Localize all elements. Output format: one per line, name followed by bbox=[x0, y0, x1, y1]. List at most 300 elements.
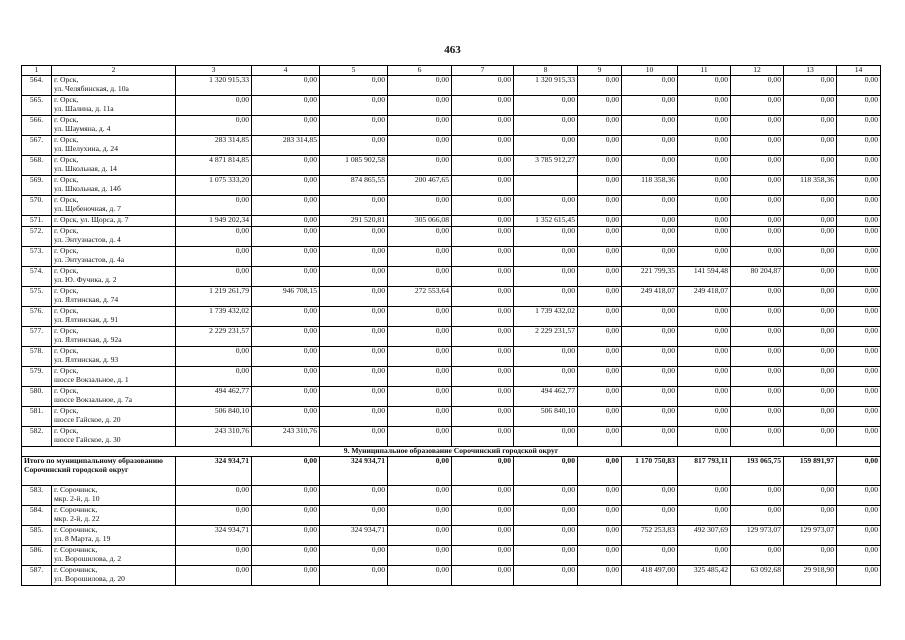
amount-cell: 1 320 915,33 bbox=[514, 76, 578, 96]
amount-cell: 0,00 bbox=[252, 407, 320, 427]
amount-cell: 0,00 bbox=[678, 307, 731, 327]
table-row bbox=[22, 387, 881, 407]
amount-cell: 0,00 bbox=[252, 566, 320, 586]
address-cell bbox=[52, 327, 176, 347]
row-number: 584. bbox=[22, 506, 52, 526]
amount-cell: 0,00 bbox=[514, 506, 578, 526]
amount-cell: 0,00 bbox=[252, 506, 320, 526]
amount-cell: 0,00 bbox=[452, 427, 514, 447]
table-row bbox=[22, 327, 881, 347]
amount-cell: 506 840,10 bbox=[176, 407, 252, 427]
address-city: г. Орск, bbox=[54, 175, 79, 184]
amount-cell: 0,00 bbox=[452, 407, 514, 427]
amount-cell: 0,00 bbox=[731, 407, 784, 427]
address-city: г. Орск, bbox=[54, 346, 79, 355]
amount-cell: 0,00 bbox=[452, 486, 514, 506]
amount-cell: 0,00 bbox=[837, 267, 881, 287]
amount-cell: 0,00 bbox=[176, 267, 252, 287]
row-number: 573. bbox=[22, 247, 52, 267]
amount-cell: 1 075 333,20 bbox=[176, 176, 252, 196]
amount-cell: 0,00 bbox=[678, 367, 731, 387]
amount-cell: 0,00 bbox=[388, 327, 452, 347]
address-city: г. Орск, bbox=[54, 246, 79, 255]
section-title: 9. Муниципальное образование Сорочинский городской округ bbox=[22, 447, 881, 457]
amount-cell: 0,00 bbox=[784, 156, 837, 176]
amount-cell: 0,00 bbox=[622, 76, 678, 96]
amount-cell: 0,00 bbox=[837, 287, 881, 307]
amount-cell: 492 307,69 bbox=[678, 526, 731, 546]
amount-cell: 0,00 bbox=[320, 116, 388, 136]
amount-cell: 1 085 902,58 bbox=[320, 156, 388, 176]
amount-cell: 0,00 bbox=[320, 287, 388, 307]
amount-cell: 0,00 bbox=[784, 76, 837, 96]
row-number: 576. bbox=[22, 307, 52, 327]
table-row bbox=[22, 216, 881, 227]
amount-cell: 0,00 bbox=[784, 136, 837, 156]
amount-cell: 0,00 bbox=[252, 76, 320, 96]
address-city: г. Орск, bbox=[54, 406, 79, 415]
amount-cell: 0,00 bbox=[514, 546, 578, 566]
amount-cell: 0,00 bbox=[731, 506, 784, 526]
amount-cell: 0,00 bbox=[837, 407, 881, 427]
address-street: мкр. 2-й, д. 22 bbox=[54, 513, 100, 523]
address-street: шоссе Вокзальное, д. 1 bbox=[54, 374, 129, 384]
amount-cell: 0,00 bbox=[514, 526, 578, 546]
amount-cell: 0,00 bbox=[837, 546, 881, 566]
amount-cell: 0,00 bbox=[837, 367, 881, 387]
amount-cell: 0,00 bbox=[578, 526, 622, 546]
amount-cell: 0,00 bbox=[622, 247, 678, 267]
amount-cell: 129 973,07 bbox=[784, 526, 837, 546]
amount-cell: 0,00 bbox=[784, 96, 837, 116]
amount-cell: 0,00 bbox=[622, 367, 678, 387]
amount-cell: 0,00 bbox=[514, 227, 578, 247]
column-number: 5 bbox=[320, 66, 388, 76]
amount-cell: 0,00 bbox=[731, 367, 784, 387]
address-city: г. Сорочинск, bbox=[54, 485, 98, 494]
amount-cell: 0,00 bbox=[388, 116, 452, 136]
amount-cell: 0,00 bbox=[452, 176, 514, 196]
amount-cell: 0,00 bbox=[837, 156, 881, 176]
amount-cell: 0,00 bbox=[388, 367, 452, 387]
amount-cell: 0,00 bbox=[578, 427, 622, 447]
amount-cell: 0,00 bbox=[452, 367, 514, 387]
amount-cell: 0,00 bbox=[176, 96, 252, 116]
amount-cell: 3 785 912,27 bbox=[514, 156, 578, 176]
amount-cell: 0,00 bbox=[678, 216, 731, 227]
amount-cell: 0,00 bbox=[578, 566, 622, 586]
amount-cell: 0,00 bbox=[388, 546, 452, 566]
column-number: 2 bbox=[52, 66, 176, 76]
amount-cell: 0,00 bbox=[837, 176, 881, 196]
amount-cell: 0,00 bbox=[731, 347, 784, 367]
amount-cell: 0,00 bbox=[388, 427, 452, 447]
address-city: г. Орск, bbox=[54, 386, 79, 395]
amount-cell: 0,00 bbox=[578, 506, 622, 526]
table-row bbox=[22, 407, 881, 427]
row-number: 571. bbox=[22, 216, 52, 227]
amount-cell: 324 934,71 bbox=[176, 526, 252, 546]
amount-cell: 0,00 bbox=[837, 227, 881, 247]
address-cell bbox=[52, 526, 176, 546]
amount-cell: 29 918,90 bbox=[784, 566, 837, 586]
amount-cell: 0,00 bbox=[514, 247, 578, 267]
total-label: Итого по муниципальному образованию Сорочинский городской округ bbox=[22, 457, 176, 486]
amount-cell: 0,00 bbox=[578, 287, 622, 307]
amount-cell: 0,00 bbox=[578, 227, 622, 247]
amount-cell: 0,00 bbox=[252, 227, 320, 247]
table-row bbox=[22, 506, 881, 526]
total-amount-cell: 324 934,71 bbox=[320, 457, 388, 486]
amount-cell: 0,00 bbox=[578, 156, 622, 176]
amount-cell: 0,00 bbox=[452, 96, 514, 116]
amount-cell: 0,00 bbox=[784, 247, 837, 267]
address-city: г. Орск, bbox=[54, 115, 79, 124]
column-number: 7 bbox=[452, 66, 514, 76]
amount-cell: 0,00 bbox=[837, 247, 881, 267]
table-row bbox=[22, 526, 881, 546]
address-city: г. Орск, bbox=[54, 155, 79, 164]
amount-cell: 0,00 bbox=[784, 486, 837, 506]
amount-cell: 0,00 bbox=[320, 247, 388, 267]
amount-cell: 0,00 bbox=[678, 116, 731, 136]
column-number: 3 bbox=[176, 66, 252, 76]
amount-cell: 0,00 bbox=[578, 267, 622, 287]
amount-cell: 0,00 bbox=[320, 486, 388, 506]
amount-cell: 0,00 bbox=[452, 506, 514, 526]
amount-cell: 1 352 615,45 bbox=[514, 216, 578, 227]
address-street: ул. Ворошилова, д. 20 bbox=[54, 573, 125, 583]
amount-cell: 0,00 bbox=[252, 367, 320, 387]
amount-cell: 0,00 bbox=[452, 76, 514, 96]
total-amount-cell: 0,00 bbox=[452, 457, 514, 486]
amount-cell: 0,00 bbox=[388, 267, 452, 287]
row-number: 585. bbox=[22, 526, 52, 546]
column-number: 13 bbox=[784, 66, 837, 76]
address-cell bbox=[52, 347, 176, 367]
amount-cell: 0,00 bbox=[252, 267, 320, 287]
amount-cell: 0,00 bbox=[320, 96, 388, 116]
amount-cell: 0,00 bbox=[784, 216, 837, 227]
row-number: 564. bbox=[22, 76, 52, 96]
amount-cell: 0,00 bbox=[678, 427, 731, 447]
amount-cell: 0,00 bbox=[514, 96, 578, 116]
total-row bbox=[22, 457, 881, 486]
amount-cell: 0,00 bbox=[578, 247, 622, 267]
amount-cell: 118 358,36 bbox=[784, 176, 837, 196]
table-row bbox=[22, 367, 881, 387]
total-amount-cell: 1 170 750,83 bbox=[622, 457, 678, 486]
amount-cell: 0,00 bbox=[731, 427, 784, 447]
amount-cell: 0,00 bbox=[320, 427, 388, 447]
amount-cell: 0,00 bbox=[622, 387, 678, 407]
amount-cell: 0,00 bbox=[578, 76, 622, 96]
amount-cell: 0,00 bbox=[731, 307, 784, 327]
amount-cell: 0,00 bbox=[252, 327, 320, 347]
amount-cell: 0,00 bbox=[388, 307, 452, 327]
row-number: 577. bbox=[22, 327, 52, 347]
row-number: 578. bbox=[22, 347, 52, 367]
amount-cell: 0,00 bbox=[320, 227, 388, 247]
amount-cell: 1 949 202,34 bbox=[176, 216, 252, 227]
amount-cell: 0,00 bbox=[514, 347, 578, 367]
address-cell bbox=[52, 506, 176, 526]
amount-cell: 0,00 bbox=[578, 486, 622, 506]
amount-cell: 0,00 bbox=[837, 427, 881, 447]
total-amount-cell: 0,00 bbox=[388, 457, 452, 486]
amount-cell: 1 739 432,02 bbox=[176, 307, 252, 327]
amount-cell: 0,00 bbox=[837, 136, 881, 156]
amount-cell: 0,00 bbox=[678, 196, 731, 216]
amount-cell: 0,00 bbox=[452, 156, 514, 176]
row-number: 580. bbox=[22, 387, 52, 407]
amount-cell: 0,00 bbox=[784, 347, 837, 367]
table-row bbox=[22, 136, 881, 156]
amount-cell: 0,00 bbox=[678, 546, 731, 566]
address-street: ул. Шаумяна, д. 4 bbox=[54, 123, 111, 133]
table-row bbox=[22, 427, 881, 447]
amount-cell: 0,00 bbox=[622, 486, 678, 506]
amount-cell: 0,00 bbox=[784, 196, 837, 216]
amount-cell: 0,00 bbox=[784, 506, 837, 526]
amount-cell: 0,00 bbox=[731, 216, 784, 227]
amount-cell: 0,00 bbox=[837, 506, 881, 526]
amount-cell: 0,00 bbox=[578, 176, 622, 196]
table-body bbox=[22, 66, 881, 586]
amount-cell: 0,00 bbox=[731, 96, 784, 116]
amount-cell: 0,00 bbox=[578, 116, 622, 136]
amount-cell: 0,00 bbox=[452, 136, 514, 156]
amount-cell: 249 418,07 bbox=[678, 287, 731, 307]
amount-cell: 0,00 bbox=[514, 367, 578, 387]
amount-cell: 0,00 bbox=[176, 367, 252, 387]
address-street: ул. 8 Марта, д. 19 bbox=[54, 533, 111, 543]
address-cell bbox=[52, 227, 176, 247]
address-street: ул. Шалина, д. 11а bbox=[54, 103, 114, 113]
amount-cell: 0,00 bbox=[320, 347, 388, 367]
amount-cell: 0,00 bbox=[578, 407, 622, 427]
amount-cell: 0,00 bbox=[837, 196, 881, 216]
amount-cell: 0,00 bbox=[320, 196, 388, 216]
address-street: ул. Челябинская, д. 10а bbox=[54, 83, 129, 93]
table-row bbox=[22, 227, 881, 247]
amount-cell: 0,00 bbox=[578, 327, 622, 347]
address-cell bbox=[52, 247, 176, 267]
address-street: ул. Шелухина, д. 24 bbox=[54, 143, 119, 153]
amount-cell: 0,00 bbox=[578, 546, 622, 566]
address-street: шоссе Вокзальное, д. 7а bbox=[54, 394, 133, 404]
amount-cell: 291 520,81 bbox=[320, 216, 388, 227]
address-cell bbox=[52, 76, 176, 96]
address-city: г. Орск, bbox=[54, 426, 79, 435]
address-street: ул. Ялтинская, д. 91 bbox=[54, 314, 119, 324]
row-number: 587. bbox=[22, 566, 52, 586]
row-number: 583. bbox=[22, 486, 52, 506]
amount-cell: 0,00 bbox=[452, 307, 514, 327]
amount-cell: 0,00 bbox=[622, 216, 678, 227]
amount-cell: 494 462,77 bbox=[514, 387, 578, 407]
amount-cell: 0,00 bbox=[731, 546, 784, 566]
total-amount-cell: 193 065,75 bbox=[731, 457, 784, 486]
amount-cell: 0,00 bbox=[784, 287, 837, 307]
amount-cell: 0,00 bbox=[837, 116, 881, 136]
amount-cell: 0,00 bbox=[176, 486, 252, 506]
amount-cell: 0,00 bbox=[731, 116, 784, 136]
amount-cell: 0,00 bbox=[388, 526, 452, 546]
address-cell bbox=[52, 267, 176, 287]
amount-cell: 0,00 bbox=[678, 247, 731, 267]
table-row bbox=[22, 546, 881, 566]
total-amount-cell: 159 891,97 bbox=[784, 457, 837, 486]
address-street: ул. Ю. Фучика, д. 2 bbox=[54, 274, 117, 284]
amount-cell: 0,00 bbox=[837, 486, 881, 506]
table-row bbox=[22, 486, 881, 506]
amount-cell: 305 066,08 bbox=[388, 216, 452, 227]
amount-cell: 0,00 bbox=[452, 526, 514, 546]
amount-cell: 0,00 bbox=[252, 156, 320, 176]
amount-cell: 1 320 915,33 bbox=[176, 76, 252, 96]
amount-cell: 0,00 bbox=[252, 546, 320, 566]
amount-cell: 0,00 bbox=[252, 176, 320, 196]
amount-cell: 0,00 bbox=[578, 216, 622, 227]
amount-cell: 324 934,71 bbox=[320, 526, 388, 546]
column-number: 1 bbox=[22, 66, 52, 76]
amount-cell: 0,00 bbox=[388, 506, 452, 526]
address-city: г. Орск, ул. Щорса, д. 7 bbox=[54, 215, 129, 224]
amount-cell: 0,00 bbox=[731, 76, 784, 96]
amount-cell: 0,00 bbox=[252, 526, 320, 546]
amount-cell: 0,00 bbox=[514, 136, 578, 156]
total-amount-cell: 0,00 bbox=[514, 457, 578, 486]
amount-cell: 0,00 bbox=[452, 116, 514, 136]
amount-cell: 0,00 bbox=[388, 247, 452, 267]
amount-cell: 0,00 bbox=[320, 267, 388, 287]
row-number: 579. bbox=[22, 367, 52, 387]
table-row bbox=[22, 116, 881, 136]
amount-cell: 0,00 bbox=[388, 96, 452, 116]
amount-cell: 249 418,07 bbox=[622, 287, 678, 307]
amount-cell: 418 497,00 bbox=[622, 566, 678, 586]
amount-cell: 0,00 bbox=[176, 546, 252, 566]
table-row bbox=[22, 287, 881, 307]
amount-cell: 1 739 432,02 bbox=[514, 307, 578, 327]
amount-cell: 0,00 bbox=[678, 176, 731, 196]
amount-cell: 0,00 bbox=[678, 387, 731, 407]
address-street: шоссе Гайское, д. 20 bbox=[54, 414, 121, 424]
amount-cell: 200 467,65 bbox=[388, 176, 452, 196]
column-number: 6 bbox=[388, 66, 452, 76]
amount-cell: 221 799,35 bbox=[622, 267, 678, 287]
amount-cell: 0,00 bbox=[622, 407, 678, 427]
address-cell bbox=[52, 486, 176, 506]
amount-cell: 0,00 bbox=[452, 387, 514, 407]
column-number: 14 bbox=[837, 66, 881, 76]
address-cell bbox=[52, 307, 176, 327]
amount-cell: 0,00 bbox=[176, 227, 252, 247]
column-number: 10 bbox=[622, 66, 678, 76]
amount-cell: 0,00 bbox=[320, 367, 388, 387]
amount-cell: 0,00 bbox=[514, 427, 578, 447]
amount-cell: 946 708,15 bbox=[252, 287, 320, 307]
address-city: г. Орск, bbox=[54, 135, 79, 144]
amount-cell: 0,00 bbox=[731, 327, 784, 347]
address-city: г. Орск, bbox=[54, 195, 79, 204]
amount-cell: 0,00 bbox=[678, 486, 731, 506]
address-city: г. Орск, bbox=[54, 75, 79, 84]
address-cell bbox=[52, 566, 176, 586]
amount-cell: 0,00 bbox=[837, 347, 881, 367]
amount-cell: 0,00 bbox=[252, 116, 320, 136]
amount-cell: 0,00 bbox=[452, 546, 514, 566]
amount-cell: 0,00 bbox=[784, 546, 837, 566]
amount-cell: 0,00 bbox=[784, 387, 837, 407]
amount-cell: 0,00 bbox=[452, 287, 514, 307]
amount-cell: 0,00 bbox=[837, 566, 881, 586]
amount-cell: 0,00 bbox=[837, 216, 881, 227]
amount-cell: 0,00 bbox=[514, 566, 578, 586]
address-street: ул. Ялтинская, д. 93 bbox=[54, 354, 119, 364]
total-amount-cell: 0,00 bbox=[252, 457, 320, 486]
amount-cell: 0,00 bbox=[731, 247, 784, 267]
row-number: 569. bbox=[22, 176, 52, 196]
column-number: 12 bbox=[731, 66, 784, 76]
amount-cell: 272 553,64 bbox=[388, 287, 452, 307]
address-street: ул. Школьная, д. 14 bbox=[54, 163, 117, 173]
amount-cell: 0,00 bbox=[678, 347, 731, 367]
address-cell bbox=[52, 156, 176, 176]
amount-cell: 0,00 bbox=[622, 307, 678, 327]
address-cell bbox=[52, 546, 176, 566]
address-street: ул. Ялтинская, д. 74 bbox=[54, 294, 119, 304]
column-number: 11 bbox=[678, 66, 731, 76]
amount-cell: 0,00 bbox=[678, 96, 731, 116]
amount-cell: 0,00 bbox=[452, 227, 514, 247]
amount-cell: 0,00 bbox=[388, 486, 452, 506]
address-cell bbox=[52, 407, 176, 427]
amount-cell: 118 358,36 bbox=[622, 176, 678, 196]
amount-cell: 0,00 bbox=[731, 196, 784, 216]
section-heading-row bbox=[22, 447, 881, 457]
address-street: ул. Энтузиастов, д. 4 bbox=[54, 234, 121, 244]
table-row bbox=[22, 196, 881, 216]
amount-cell: 0,00 bbox=[452, 247, 514, 267]
amount-cell: 0,00 bbox=[784, 427, 837, 447]
amount-cell: 0,00 bbox=[678, 136, 731, 156]
amount-cell: 0,00 bbox=[578, 196, 622, 216]
amount-cell: 0,00 bbox=[320, 506, 388, 526]
amount-cell: 0,00 bbox=[622, 427, 678, 447]
amount-cell: 0,00 bbox=[622, 227, 678, 247]
address-city: г. Орск, bbox=[54, 366, 79, 375]
row-number: 581. bbox=[22, 407, 52, 427]
amount-cell: 0,00 bbox=[452, 267, 514, 287]
row-number: 568. bbox=[22, 156, 52, 176]
amount-cell: 0,00 bbox=[388, 196, 452, 216]
amount-cell: 0,00 bbox=[320, 76, 388, 96]
address-cell bbox=[52, 387, 176, 407]
row-number: 566. bbox=[22, 116, 52, 136]
amount-cell: 243 310,76 bbox=[176, 427, 252, 447]
total-amount-cell: 0,00 bbox=[578, 457, 622, 486]
address-city: г. Орск, bbox=[54, 306, 79, 315]
address-cell bbox=[52, 136, 176, 156]
amount-cell: 0,00 bbox=[784, 327, 837, 347]
amount-cell: 0,00 bbox=[622, 96, 678, 116]
amount-cell: 0,00 bbox=[514, 486, 578, 506]
address-city: г. Орск, bbox=[54, 226, 79, 235]
amount-cell: 0,00 bbox=[176, 506, 252, 526]
amount-cell: 0,00 bbox=[252, 307, 320, 327]
